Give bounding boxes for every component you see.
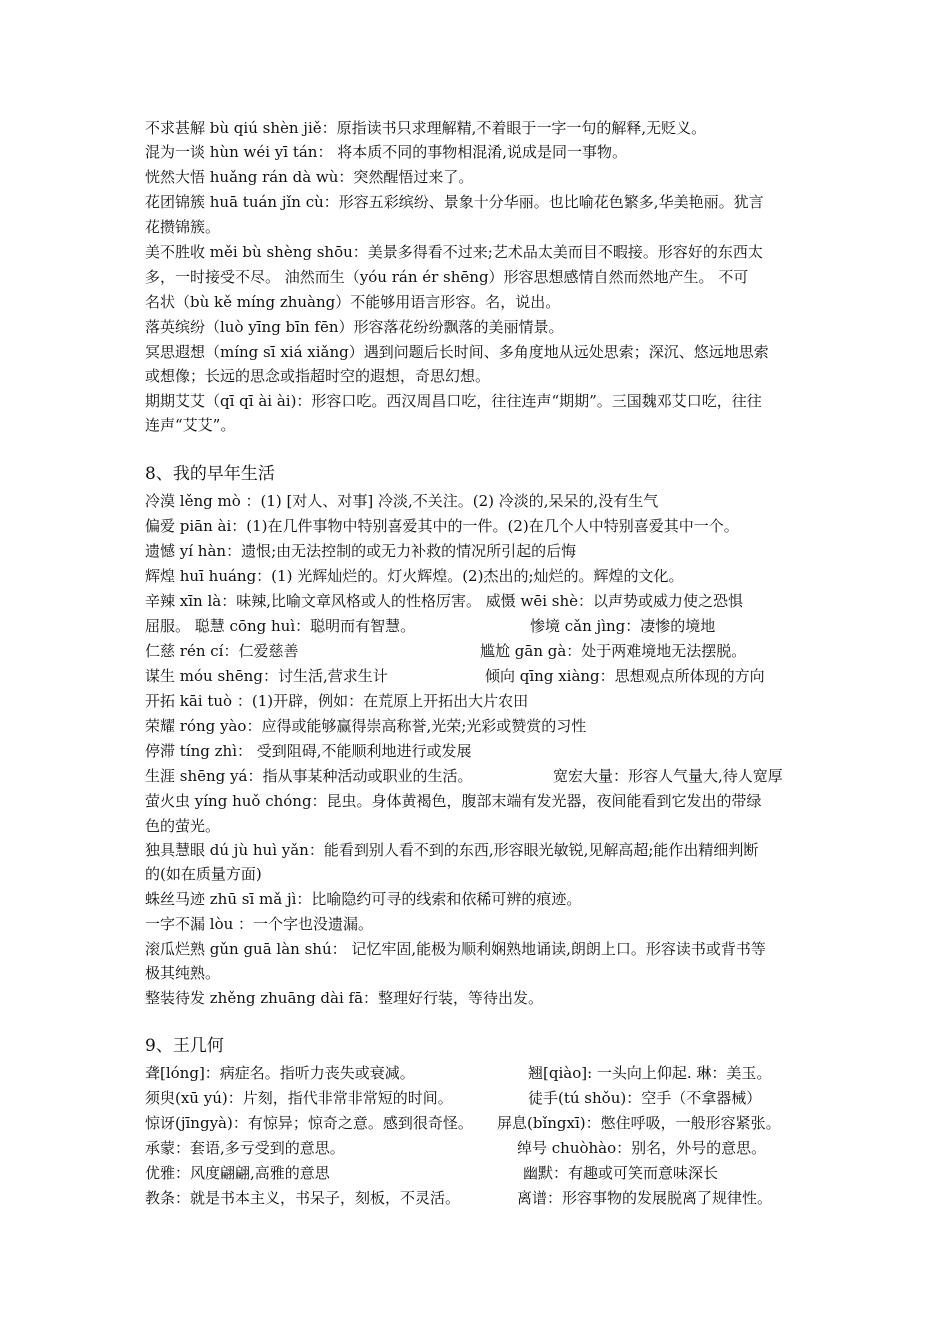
entry-right: 徒手(tú shǒu)：空手（不拿器械）	[528, 1089, 762, 1107]
text-line: 或想像；长远的思念或指超时空的遐想，奇思幻想。	[145, 367, 491, 385]
entry-right: 屏息(bǐngxī)：憋住呼吸，一般形容紧张。	[497, 1114, 781, 1132]
text-line	[145, 1061, 810, 1085]
entry-left: 聋[lóng]：病症名。指听力丧失或衰减。	[145, 1064, 415, 1082]
entry-left: 须臾(xū yú)：片刻，指代非常非常短的时间。	[145, 1089, 453, 1107]
entry-left: 屈服。 聪慧 cōng huì：聪明而有智慧。	[145, 617, 416, 635]
text-line: 期期艾艾（qī qī ài ài)：形容口吃。西汉周昌口吃，往往连声“期期”。三国魏邓艾口吃，往往	[145, 392, 762, 410]
text-line	[145, 1086, 810, 1110]
text-line: 花团锦簇 huā tuán jǐn cù：形容五彩缤纷、景象十分华丽。也比喻花色繁多,华美艳丽。犹言	[145, 193, 764, 211]
text-line: 多，一时接受不尽。 油然而生（yóu rán ér shēng）形容思想感情自然而然地产生。 不可	[145, 268, 749, 286]
text-line	[145, 764, 810, 788]
text-line: 美不胜收 měi bù shèng shōu：美景多得看不过来;艺术品太美而目不暇接。形容好的东西太	[145, 243, 763, 261]
text-line: 一字不漏 lòu ：一个字也没遗漏。	[145, 915, 374, 933]
entry-right: 离谱：形容事物的发展脱离了规律性。	[517, 1189, 773, 1207]
text-line	[145, 664, 810, 688]
text-line: 连声“艾艾”。	[145, 416, 236, 434]
entry-right: 幽默：有趣或可笑而意味深长	[523, 1164, 719, 1182]
text-line: 整装待发 zhěng zhuāng dài fā：整理好行装，等待出发。	[145, 989, 544, 1007]
text-line: 花攒锦簇。	[145, 218, 221, 236]
text-line: 辛辣 xīn là：味辣,比喻文章风格或人的性格厉害。 威慑 wēi shè：以声势或威力使之恐惧	[145, 592, 744, 610]
text-line	[145, 639, 810, 663]
entry-right: 倾向 qīng xiàng：思想观点所体现的方向	[485, 667, 765, 685]
text-line: 荣耀 róng yào：应得或能够赢得崇高称誉,光荣;光彩或赞赏的习性	[145, 717, 587, 735]
text-line: 辉煌 huī huáng：(1) 光辉灿烂的。灯火辉煌。(2)杰出的;灿烂的。辉煌的文化。	[145, 567, 684, 585]
text-line: 遗憾 yí hàn：遗恨;由无法控制的或无力补救的情况所引起的后悔	[145, 542, 577, 560]
text-line: 恍然大悟 huǎng rán dà wù：突然醒悟过来了。	[145, 168, 474, 186]
entry-right: 翘[qiào]: 一头向上仰起. 琳：美玉。	[528, 1064, 772, 1082]
entry-left: 教条：就是书本主义，书呆子，刻板，不灵活。	[145, 1189, 461, 1207]
text-line: 极其纯熟。	[145, 964, 221, 982]
text-line: 萤火虫 yíng huǒ chóng：昆虫。身体黄褐色，腹部末端有发光器，夜间能看到它发出的带绿	[145, 792, 762, 810]
text-line: 冷漠 lěng mò ：(1) [对人、对事] 冷淡,不关注。(2) 冷淡的,呆呆的,没有生气	[145, 492, 659, 510]
text-line: 的(如在质量方面)	[145, 865, 262, 883]
text-line	[145, 1136, 810, 1160]
entry-right: 宽宏大量：形容人气量大,待人宽厚	[553, 767, 783, 785]
entry-right: 尴尬 gān gà：处于两难境地无法摆脱。	[480, 642, 747, 660]
text-line: 名状（bù kě míng zhuàng）不能够用语言形容。名，说出。	[145, 293, 561, 311]
text-line: 滚瓜烂熟 gǔn guā làn shú： 记忆牢固,能极为顺利娴熟地诵读,朗朗上口。形容读书或背书等	[145, 940, 766, 958]
text-line: 不求甚解 bù qiú shèn jiě：原指读书只求理解精,不着眼于一字一句的解释,无贬义。	[145, 119, 707, 137]
entry-right: 惨境 cǎn jìng：凄惨的境地	[530, 617, 716, 635]
section-heading: 9、王几何	[145, 1036, 224, 1056]
text-line	[145, 1161, 810, 1185]
text-line: 独具慧眼 dú jù huì yǎn：能看到别人看不到的东西,形容眼光敏锐,见解高超;能作出精细判断	[145, 841, 759, 859]
text-line	[145, 1186, 810, 1210]
entry-left: 谋生 móu shēng：讨生活,营求生计	[145, 667, 388, 685]
entry-left: 优雅：风度翩翩,高雅的意思	[145, 1164, 330, 1182]
entry-left: 承蒙：套语,多亏受到的意思。	[145, 1139, 345, 1157]
text-line: 冥思遐想（míng sī xiá xiǎng）遇到问题后长时间、多角度地从远处思索；深沉、悠远地思索	[145, 343, 769, 361]
text-line: 偏爱 piān ài：(1)在几件事物中特别喜爱其中的一件。(2)在几个人中特别喜爱其中一个。	[145, 517, 739, 535]
text-line	[145, 1111, 810, 1135]
text-line: 色的萤光。	[145, 817, 221, 835]
text-line: 停滞 tíng zhì： 受到阻碍,不能顺利地进行或发展	[145, 742, 472, 760]
text-line: 混为一谈 hùn wéi yī tán： 将本质不同的事物相混淆,说成是同一事物。	[145, 143, 628, 161]
text-line: 落英缤纷（luò yīng bīn fēn）形容落花纷纷飘落的美丽情景。	[145, 318, 564, 336]
entry-left: 生涯 shēng yá：指从事某种活动或职业的生活。	[145, 767, 473, 785]
entry-right: 绰号 chuòhào：别名，外号的意思。	[517, 1139, 767, 1157]
text-line	[145, 614, 810, 638]
section-heading: 8、我的早年生活	[145, 464, 275, 484]
entry-left: 惊讶(jīngyà)：有惊异；惊奇之意。感到很奇怪。	[145, 1114, 473, 1132]
entry-left: 仁慈 rén cí：仁爱慈善	[145, 642, 299, 660]
text-line: 开拓 kāi tuò ：(1)开辟，例如：在荒原上开拓出大片农田	[145, 692, 529, 710]
text-line: 蛛丝马迹 zhū sī mǎ jì：比喻隐约可寻的线索和依稀可辨的痕迹。	[145, 890, 582, 908]
